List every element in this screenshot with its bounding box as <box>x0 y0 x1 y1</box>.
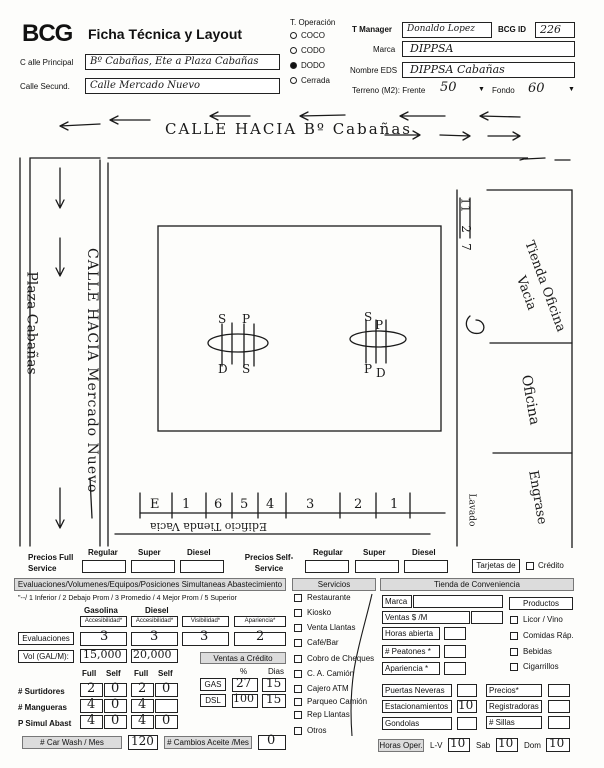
dom-label: Dom <box>524 741 541 750</box>
puertas-label: Puertas Neveras <box>385 686 445 695</box>
apariencia-field[interactable] <box>444 662 466 675</box>
servicio-label-1: Kiosko <box>307 608 332 617</box>
self-regular-field[interactable] <box>305 560 349 573</box>
engrase-label: Engrase <box>525 469 550 526</box>
servicio-label-4: Cobro de Cheques <box>307 654 375 663</box>
tarjetas-label: Tarjetas de <box>476 561 516 570</box>
servicio-checkbox-5[interactable] <box>294 670 302 678</box>
simul-v3: 4 <box>138 713 147 728</box>
pump1-s2: S <box>242 362 251 376</box>
full-label-2: Full <box>134 669 149 678</box>
plaza-label: Plaza Cabañas <box>23 271 40 375</box>
producto-label-0: Licor / Vino <box>523 615 563 624</box>
car-wash-value: 120 <box>131 734 154 748</box>
sillas-field[interactable] <box>548 716 570 729</box>
precios-diesel-h2: Diesel <box>412 548 436 557</box>
gasolina-label: Gasolina <box>84 606 118 615</box>
horas-abierta-label: Horas abierta <box>385 629 434 638</box>
radio-cerrada[interactable] <box>290 77 297 84</box>
full-diesel-field[interactable] <box>180 560 224 573</box>
marca-value: DIPPSA <box>410 42 454 55</box>
simul-v1: 4 <box>87 713 96 728</box>
servicio-checkbox-7[interactable] <box>294 698 302 706</box>
dsl-label-box <box>200 694 226 707</box>
apariencia-label-box <box>382 662 440 675</box>
producto-label-2: Bebidas <box>523 647 552 656</box>
gas-dias-value: 15 <box>266 676 282 690</box>
nombre-eds-value: DIPPSA Cabañas <box>410 63 505 76</box>
edificio-label: Edificio Tienda Vacia <box>150 520 267 533</box>
bcg-logo <box>22 20 78 46</box>
precios-full-label: Precios Full Service <box>28 553 74 573</box>
dsl-label: DSL <box>205 696 221 705</box>
producto-checkbox-2[interactable] <box>510 648 518 656</box>
pump2-p2: P <box>364 362 373 376</box>
bottom-num-7: 1 <box>390 497 399 512</box>
producto-label-1: Comidas Ráp. <box>523 631 574 640</box>
calle-left-label: CALLE HACIA Mercado Nuevo <box>84 248 100 494</box>
gondolas-label: Gondolas <box>385 719 420 728</box>
peatones-field[interactable] <box>444 645 466 658</box>
tienda-marca-label: Marca <box>385 597 408 606</box>
pump2-d: D <box>376 366 386 380</box>
horas-abierta-label-box <box>382 627 440 640</box>
frente-value: 50 <box>440 80 457 95</box>
marca-label: Marca <box>373 45 396 54</box>
mangueras-label: # Mangueras <box>18 703 67 712</box>
radio-codo[interactable] <box>290 47 297 54</box>
lv-label: L-V <box>430 741 443 750</box>
gas-label-box <box>200 678 226 691</box>
eval-value-2: 3 <box>150 629 159 644</box>
producto-checkbox-3[interactable] <box>510 663 518 671</box>
mang-4[interactable] <box>155 699 178 713</box>
bcg-id-label: BCG ID <box>498 25 526 34</box>
surt-v3: 2 <box>138 681 147 696</box>
calle-top-label: CALLE HACIA Bº Cabañas <box>165 120 412 138</box>
surt-v2: 0 <box>111 681 120 696</box>
servicio-checkbox-6[interactable] <box>294 685 302 693</box>
vol-gas-value: 15,000 <box>83 648 122 661</box>
bottom-num-6: 2 <box>354 497 363 512</box>
dsl-dias-value: 15 <box>266 692 282 706</box>
right-num-1: 2 <box>458 225 473 233</box>
self-super-field[interactable] <box>355 560 399 573</box>
precios-diesel-h1: Diesel <box>187 548 211 557</box>
fondo-value: 60 <box>528 81 545 96</box>
registradoras-label: Registradoras <box>489 702 539 711</box>
full-label-1: Full <box>82 669 97 678</box>
visibilidad-header <box>182 616 229 627</box>
pump2-p: P <box>375 318 384 332</box>
lavado-label: Lavado <box>466 493 477 527</box>
h-acc1: Accesibilidad* <box>84 618 123 624</box>
vol-label-box <box>18 650 74 663</box>
pump1-p: P <box>242 312 251 326</box>
simul-v2: 0 <box>111 713 120 728</box>
ventas-credito-bar: Ventas a Crédito <box>200 652 286 664</box>
calle-principal-label: C alle Principal <box>20 58 74 67</box>
registradoras-field[interactable] <box>548 700 570 713</box>
right-num-0: 11 <box>458 197 473 213</box>
servicios-bar: Servicios <box>292 578 376 591</box>
frente-dropdown-icon[interactable]: ▼ <box>478 86 485 93</box>
op-cerrada-label: Cerrada <box>301 76 330 85</box>
producto-checkbox-1[interactable] <box>510 632 518 640</box>
pump1-s: S <box>218 312 227 326</box>
radio-coco[interactable] <box>290 32 297 39</box>
vol-diesel-value: 20,000 <box>133 648 172 661</box>
servicio-checkbox-3[interactable] <box>294 639 302 647</box>
operacion-label: T. Operación <box>290 18 336 27</box>
nombre-eds-label: Nombre EDS <box>350 66 398 75</box>
servicio-checkbox-9[interactable] <box>294 727 302 735</box>
precios-label-box <box>486 684 542 697</box>
pump1-d: D <box>218 362 228 376</box>
servicio-label-8: Rep Llantas <box>307 710 350 719</box>
op-coco-label: COCO <box>301 31 325 40</box>
mang-v2: 0 <box>111 697 120 712</box>
diesel-accesibilidad-header <box>131 616 178 627</box>
cambios-aceite-bar: # Cambios Aceite /Mes <box>164 736 252 749</box>
bottom-num-4: 4 <box>266 497 275 512</box>
servicio-label-0: Restaurante <box>307 593 351 602</box>
fondo-dropdown-icon[interactable]: ▼ <box>568 86 575 93</box>
radio-dodo[interactable] <box>290 62 297 69</box>
sillas-label-box <box>486 716 542 729</box>
horas-abierta-field[interactable] <box>444 627 466 640</box>
servicio-label-2: Venta Llantas <box>307 623 356 632</box>
puertas-field[interactable] <box>457 684 477 697</box>
productos-label-box <box>509 597 573 610</box>
bottom-num-3: 5 <box>240 497 249 512</box>
horas-oper-bar: Horas Oper. <box>379 741 423 750</box>
pct-label: % <box>240 667 248 676</box>
precios-super-h2: Super <box>363 548 386 557</box>
surtidores-label: # Surtidores <box>18 687 65 696</box>
full-regular-field[interactable] <box>82 560 126 573</box>
h-apa: Apariencia* <box>244 618 276 624</box>
ventas-field[interactable] <box>471 611 503 624</box>
eval-value-1: 3 <box>100 629 109 644</box>
full-super-field[interactable] <box>131 560 175 573</box>
dsl-pct-value: 100 <box>233 692 254 705</box>
eval-label: Evaluaciones <box>22 634 70 643</box>
estacionamientos-value: 10 <box>458 698 474 712</box>
evaluaciones-bar: Evaluaciones/Volumenes/Equipos/Posiciones Simultaneas Abastecimiento <box>14 578 286 591</box>
h-acc2: Accesibilidad* <box>135 618 174 624</box>
gas-accesibilidad-header <box>80 616 127 627</box>
eval-value-4: 2 <box>256 629 265 644</box>
servicio-label-7: Parqueo Camión <box>307 697 368 706</box>
productos-label: Productos <box>522 599 560 608</box>
tienda-apariencia-label: Apariencia * <box>385 664 429 673</box>
calle-principal-value: Bº Cabañas, Ete a Plaza Cabañas <box>90 56 259 67</box>
mang-v1: 4 <box>87 697 96 712</box>
registradoras-label-box <box>486 700 542 713</box>
sab-value: 10 <box>498 736 514 750</box>
peatones-label-box <box>382 645 440 658</box>
sab-label: Sab <box>476 741 491 750</box>
servicio-checkbox-0[interactable] <box>294 594 302 602</box>
evaluaciones-label-box <box>18 632 74 645</box>
tienda-bar: Tienda de Conveniencia <box>380 578 574 591</box>
dom-value: 10 <box>549 736 565 750</box>
servicio-checkbox-8[interactable] <box>294 711 302 719</box>
surt-v4: 0 <box>162 681 171 696</box>
eval-scale: "--/ 1 Inferior / 2 Debajo Prom / 3 Promedio / 4 Mejor Prom / 5 Superior <box>18 595 237 602</box>
page-title: Ficha Técnica y Layout <box>88 26 243 42</box>
pump2-s: S <box>364 310 373 324</box>
servicio-label-6: Cajero ATM <box>307 684 349 693</box>
servicio-label-5: C. A. Camión <box>307 669 355 678</box>
simul-v4: 0 <box>162 713 171 728</box>
precios-regular-h2: Regular <box>313 548 343 557</box>
op-codo-label: CODO <box>301 46 325 55</box>
terreno-label: Terreno (M2): Frente <box>352 86 426 95</box>
mang-v3: 4 <box>138 697 147 712</box>
gondolas-field[interactable] <box>457 717 477 730</box>
h-vis: Visibilidad* <box>190 618 221 624</box>
puertas-label-box <box>382 684 452 697</box>
servicio-checkbox-4[interactable] <box>294 655 302 663</box>
tienda-label: Tienda Oficina Vacia <box>513 238 569 335</box>
fondo-label: Fondo <box>492 86 515 95</box>
ventas-label-box <box>382 611 470 624</box>
bottom-num-5: 3 <box>306 497 315 512</box>
precios-self-label: Precios Self-Service <box>244 553 294 573</box>
gas-label: GAS <box>204 680 222 689</box>
estacionamientos-label: Estacionamientos <box>385 702 449 711</box>
peatones-label: # Peatones * <box>385 647 431 656</box>
tienda-marca-field[interactable] <box>413 595 503 608</box>
servicio-checkbox-1[interactable] <box>294 609 302 617</box>
apariencia-header <box>234 616 286 627</box>
precios-regular-h1: Regular <box>88 548 118 557</box>
lv-value: 10 <box>450 736 466 750</box>
servicio-checkbox-2[interactable] <box>294 624 302 632</box>
t-manager-label: T Manager <box>352 25 393 34</box>
logo-text: BCG <box>22 20 73 47</box>
bottom-num-0: E <box>150 497 160 512</box>
bottom-num-2: 6 <box>214 497 223 512</box>
estacionamientos-label-box <box>382 700 452 713</box>
self-label-1: Self <box>106 669 121 678</box>
op-dodo-label: DODO <box>301 61 325 70</box>
producto-checkbox-0[interactable] <box>510 616 518 624</box>
t-manager-value: Donaldo Lopez <box>407 24 475 34</box>
tarjetas-button[interactable] <box>472 559 520 573</box>
bottom-num-1: 1 <box>182 497 191 512</box>
self-diesel-field[interactable] <box>404 560 448 573</box>
car-wash-bar: # Car Wash / Mes <box>22 736 122 749</box>
credito-checkbox[interactable] <box>526 562 534 570</box>
servicio-label-3: Café/Bar <box>307 638 339 647</box>
surt-v1: 2 <box>87 681 96 696</box>
ventas-label: Ventas $ /M <box>385 613 428 622</box>
servicio-label-9: Otros <box>307 726 327 735</box>
oficina-label: Oficina <box>517 373 543 427</box>
servicios-strike-mark <box>330 590 380 740</box>
sillas-label: # Sillas <box>489 718 515 727</box>
bcg-id-value: 226 <box>540 23 561 36</box>
eval-value-3: 3 <box>200 629 209 644</box>
tienda-precios-label: Precios* <box>489 686 519 695</box>
credito-label: Crédito <box>538 561 564 570</box>
right-num-2: 7 <box>458 243 473 251</box>
tienda-marca-label-box <box>382 595 412 608</box>
calle-secund-label: Calle Secund. <box>20 82 70 91</box>
vol-label: Vol (GAL/M): <box>23 652 69 661</box>
precios-field[interactable] <box>548 684 570 697</box>
self-label-2: Self <box>158 669 173 678</box>
gas-pct-value: 27 <box>236 676 252 690</box>
simul-label: P Simul Abast <box>18 719 72 728</box>
dias-label: Dias <box>268 667 285 676</box>
cambios-aceite-value: 0 <box>267 733 276 748</box>
calle-secund-value: Calle Mercado Nuevo <box>90 80 200 91</box>
precios-super-h1: Super <box>138 548 161 557</box>
diesel-label: Diesel <box>145 606 169 615</box>
producto-label-3: Cigarrillos <box>523 662 559 671</box>
gondolas-label-box <box>382 717 452 730</box>
